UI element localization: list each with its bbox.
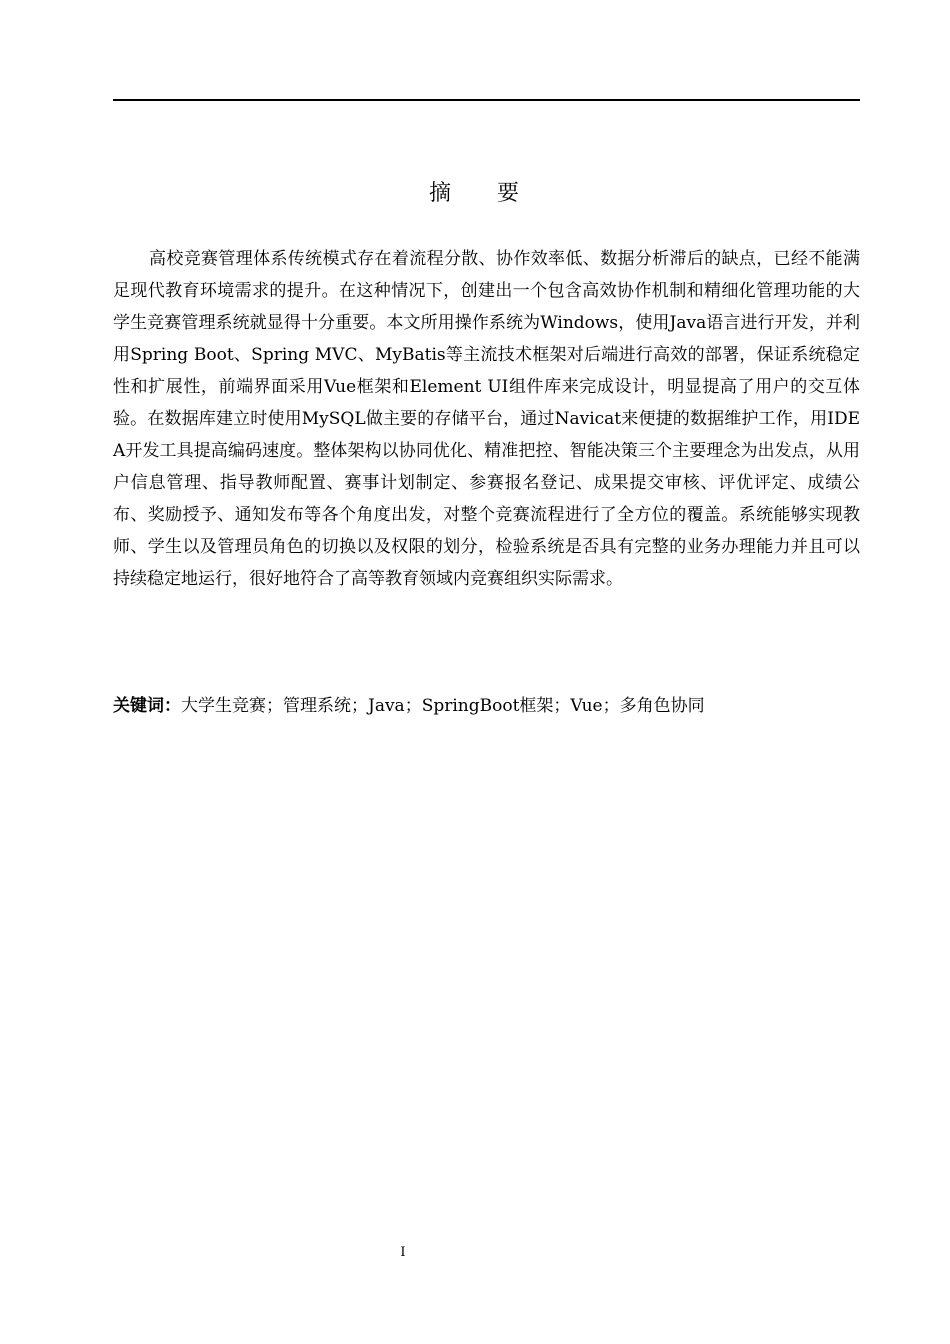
page-number: I — [400, 1245, 406, 1260]
header-rule — [113, 99, 860, 101]
title-char-1: 摘 — [428, 181, 453, 206]
keywords-line — [113, 690, 860, 722]
title-char-2: 要 — [497, 181, 522, 206]
keywords-label: 关键词： — [113, 696, 181, 716]
page-title — [0, 176, 950, 212]
keywords-text: 大学生竞赛；管理系统；Java；SpringBoot框架；Vue；多角色协同 — [181, 696, 705, 716]
abstract-body: 高校竞赛管理体系传统模式存在着流程分散、协作效率低、数据分析滞后的缺点，已经不能满足现代教育环境需求的提升。在这种情况下，创建出一个包含高效协作机制和精细化管理功能的大学生竞赛管理系统就显得十分重要。本文所用操作系统为Windows，使用Java语言进行开发，并利用Spring Boot、Spring MVC、MyBatis等主流技术框架对后端进行高效的部署，保证系统稳定性和扩展性，前端界面采用Vue框架和Element UI组件库来完成设计，明显提高了用户的交互体验。在数据库建立时使用MySQL做主要的存储平台，通过Navicat来便捷的数据维护工作，用IDEA开发工具提高编码速度。整体架构以协同优化、精准把控、智能决策三个主要理念为出发点，从用户信息管理、指导教师配置、赛事计划制定、参赛报名登记、成果提交审核、评优评定、成绩公布、奖励授予、通知发布等各个角度出发，对整个竞赛流程进行了全方位的覆盖。系统能够实现教师、学生以及管理员角色的切换以及权限的划分，检验系统是否具有完整的业务办理能力并且可以持续稳定地运行，很好地符合了高等教育领域内竞赛组织实际需求。 — [113, 249, 860, 589]
